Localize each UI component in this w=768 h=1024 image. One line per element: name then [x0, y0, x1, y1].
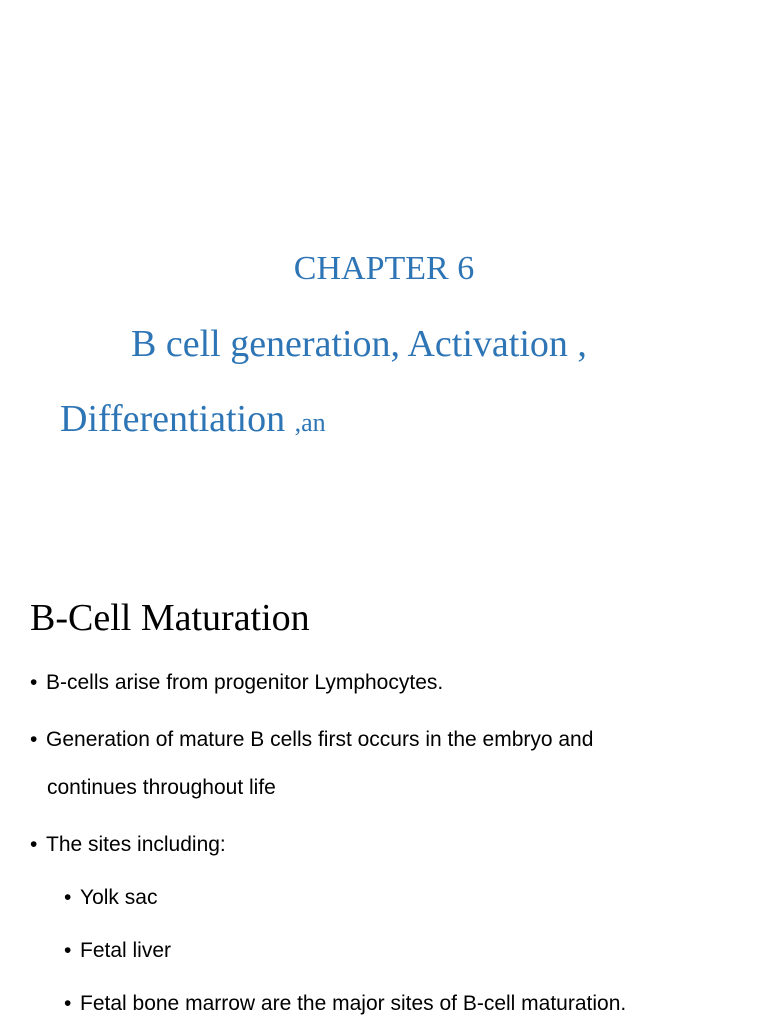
bullet-text: continues throughout life	[47, 776, 276, 799]
bullet-dot-icon: •	[64, 886, 72, 909]
bullet-dot-icon: •	[64, 939, 72, 962]
bullet-dot-icon: •	[30, 833, 38, 856]
chapter-title: CHAPTER 6	[293, 250, 475, 287]
bullet-text: Generation of mature B cells first occurs in the embryo and	[46, 728, 594, 751]
sub-bullet-text: Fetal bone marrow are the major sites of B-cell maturation.	[80, 992, 627, 1015]
content-slide	[0, 560, 768, 1024]
bullet-dot-icon: •	[64, 992, 72, 1015]
bullet-dot-icon: •	[30, 671, 38, 694]
subtitle-line-1: B cell generation, Activation ,	[131, 323, 587, 365]
bullet-text: B-cells arise from progenitor Lymphocytes.	[46, 671, 444, 694]
bullet-dot-icon: •	[30, 728, 38, 751]
bullet-item	[30, 727, 593, 753]
bullet-text: The sites including:	[46, 833, 226, 856]
bullet-continuation	[47, 775, 276, 801]
subtitle-line-2-tail: ,an	[294, 408, 326, 437]
subtitle-line-2-clip	[60, 396, 360, 446]
subtitle-line-2-main: Differentiation	[60, 398, 295, 440]
subtitle-line-2	[60, 396, 326, 446]
sub-bullet-text: Fetal liver	[80, 939, 172, 962]
bullet-item	[30, 832, 226, 858]
sub-bullet-item	[64, 991, 626, 1017]
bullet-item	[30, 670, 443, 696]
sub-bullet-item	[64, 938, 171, 964]
sub-bullet-text: Yolk sac	[80, 886, 158, 909]
sub-bullet-item	[64, 885, 157, 911]
slide-heading: B-Cell Maturation	[30, 597, 310, 639]
